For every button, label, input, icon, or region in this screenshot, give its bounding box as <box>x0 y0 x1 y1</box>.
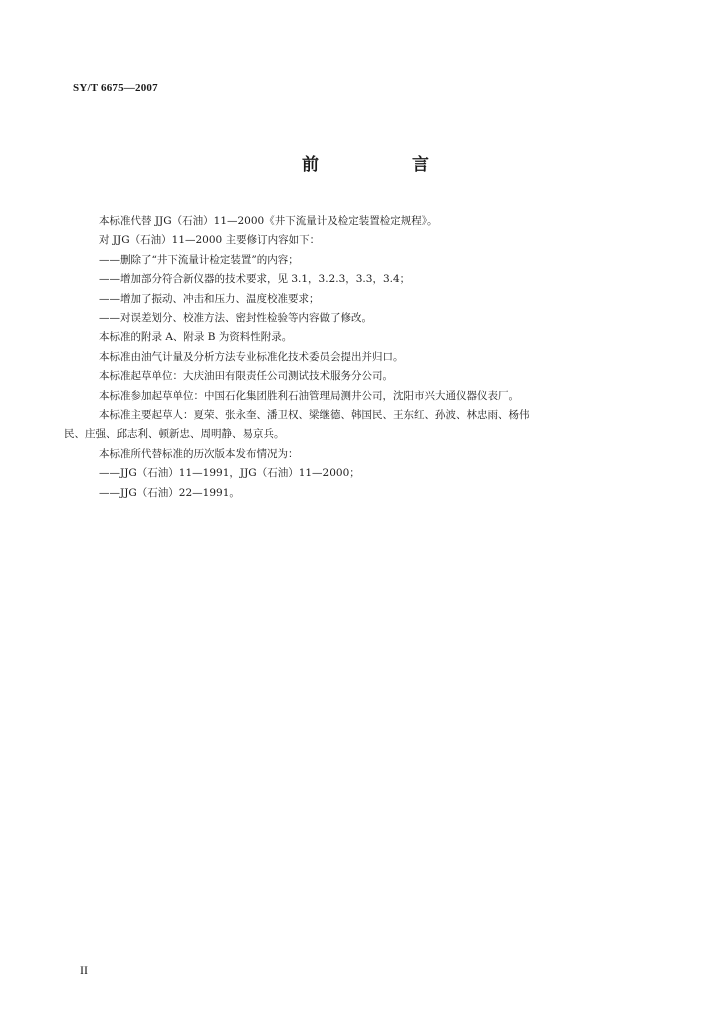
text-line: 本标准所代替标准的历次版本发布情况为： <box>99 447 299 460</box>
text-line: ——JJG（石油）11—1991，JJG（石油）11—2000； <box>99 467 360 480</box>
text-line: 本标准参加起草单位：中国石化集团胜利石油管理局测井公司，沈阳市兴大通仪器仪表厂。 <box>99 389 519 402</box>
page-title: 前 言 <box>302 155 467 175</box>
text-line: ——增加部分符合新仪器的技术要求，见 3.1，3.2.3，3.3，3.4； <box>99 273 411 286</box>
text-line: 本标准主要起草人：夏荣、张永奎、潘卫权、梁继德、韩国民、王东红、孙波、林忠雨、杨伟 <box>99 409 530 422</box>
standard-code: SY/T 6675—2007 <box>73 82 158 94</box>
page-number: II <box>80 963 88 977</box>
text-line: 本标准由油气计量及分析方法专业标准化技术委员会提出并归口。 <box>99 350 404 363</box>
text-line: ——JJG（石油）22—1991。 <box>99 486 240 499</box>
text-line: 本标准代替 JJG（石油）11—2000《井下流量计及检定装置检定规程》。 <box>99 215 438 227</box>
text-line: ——删除了“井下流量计检定装置”的内容； <box>99 253 299 266</box>
foreword-body <box>64 212 658 503</box>
text-line: 本标准的附录 A、附录 B 为资料性附录。 <box>99 331 293 344</box>
text-line: ——增加了振动、冲击和压力、温度校准要求； <box>99 292 320 305</box>
text-line: 本标准起草单位：大庆油田有限责任公司测试技术服务分公司。 <box>99 370 393 383</box>
text-line: 对 JJG（石油）11—2000 主要修订内容如下： <box>99 234 321 247</box>
text-line: 民、庄强、邱志利、顿新忠、周明静、易京兵。 <box>64 428 285 441</box>
text-line: ——对误差划分、校准方法、密封性检验等内容做了修改。 <box>99 312 372 325</box>
